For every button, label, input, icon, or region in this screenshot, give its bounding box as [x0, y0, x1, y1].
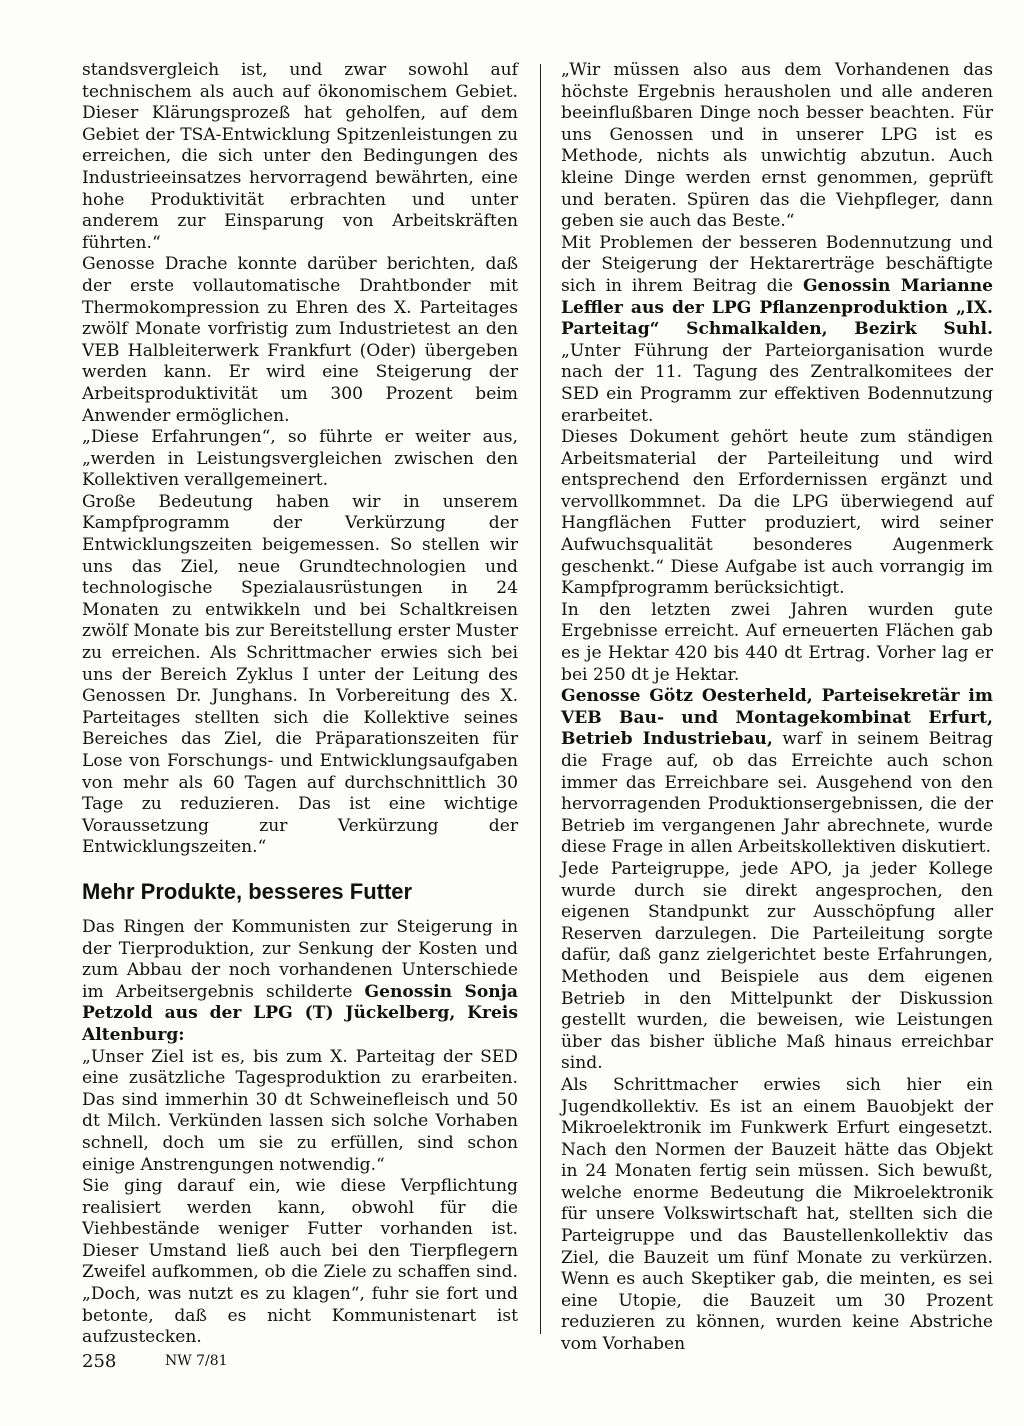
left-column — [82, 60, 518, 1349]
paragraph-text: „Unter Führung der Parteiorganisation wurde nach der 11. Tagung des Zentralkomitees der SED ein Programm zur effektiven Bodennutzung erarbeitet. — [561, 340, 993, 426]
column-divider — [540, 64, 541, 1334]
paragraph: In den letzten zwei Jahren wurden gute Ergebnisse erreicht. Auf erneuerten Flächen gab es je Hektar 420 bis 440 dt Ertrag. Vorher lag er bei 250 dt je Hektar. — [561, 599, 993, 685]
paragraph — [561, 686, 993, 859]
paragraph: standsvergleich ist, und zwar sowohl auf technischem als auch auf ökonomischem Gebiet. Dieser Klärungsprozeß hat geholfen, auf dem Gebiet der TSA-Entwicklung Spitzenleistungen zu erreichen, die sich unter den Bedingungen des Industrieeinsatzes hervorragend bewährten, eine hohe Produktivität erbrachten und unter anderem zur Einsparung von Arbeitskräften führten.“ — [82, 60, 518, 253]
paragraph: Große Bedeutung haben wir in unserem Kampfprogramm der Verkürzung der Entwicklungszeiten beigemessen. So stellen wir uns das Ziel, neue Grundtechnologien und technologische Spezialausrüstungen in 24 Monaten zu entwikkeln und bei Schaltkreisen zwölf Monate bis zur Bereitstellung erster Muster zu erreichen. Als Schrittmacher erwies sich bei uns der Bereich Zyklus I unter der Leitung des Genossen Dr. Junghans. In Vorbereitung des X. Parteitages stellten sich die Kollektive seines Bereiches das Ziel, die Präparationszeiten für Lose von Forschungs- und Entwicklungsaufgaben von mehr als 60 Tagen auf durchschnittlich 30 Tage zu reduzieren. Das ist eine wichtige Voraussetzung zur Verkürzung der Entwicklungszeiten.“ — [82, 491, 518, 858]
speaker-name: Genossin Sonja Petzold aus der LPG (T) Jückelberg, Kreis Altenburg: — [82, 981, 518, 1045]
paragraph: Sie ging darauf ein, wie diese Verpflichtung realisiert werden kann, obwohl für die Viehbestände weniger Futter vorhanden ist. Dieser Umstand ließ auch bei den Tierpflegern Zweifel aufkommen, ob die Ziele zu schaffen sind. „Doch, was nutzt es zu klagen“, fuhr sie fort und betonte, daß es nicht Kommunistenart ist aufzustecken. — [82, 1176, 518, 1348]
paragraph: Jede Parteigruppe, jede APO, ja jeder Kollege wurde durch sie direkt angesprochen, den eigenen Standpunkt zur Ausschöpfung aller Reserven darzulegen. Die Parteileitung sorgte dafür, daß ganz zielgerichtet beste Erfahrungen, Methoden und Beispiele aus dem eigenen Betrieb in den Mittelpunkt der Diskussion gestellt wurden, die beweisen, wie Leistungen über das bisher übliche Maß hinaus erreichbar sind. — [561, 858, 993, 1074]
paragraph: Dieses Dokument gehört heute zum ständigen Arbeitsmaterial der Parteileitung und wird entsprechend den Erfordernissen ergänzt und vervollkommnet. Da die LPG überwiegend auf Hangflächen Futter produziert, wird seiner Aufwuchsqualität besonderes Augenmerk geschenkt.“ Diese Aufgabe ist auch vorrangig im Kampfprogramm berücksichtigt. — [561, 427, 993, 599]
right-column — [561, 60, 993, 1356]
speaker-name: Genossin Marianne Leffler aus der LPG Pflanzenproduktion „IX. Parteitag“ Schmalkalden, Bezirk Suhl. — [561, 275, 993, 340]
paragraph: „Diese Erfahrungen“, so führte er weiter aus, „werden in Leistungsvergleichen zwischen den Kollektiven verallgemeinert. — [82, 427, 518, 491]
issue-label: NW 7/81 — [165, 1353, 228, 1369]
paragraph: „Unser Ziel ist es, bis zum X. Parteitag der SED eine zusätzliche Tagesproduktion zu erarbeiten. Das sind immerhin 30 dt Schweinefleisch und 50 dt Milch. Verkünden lassen sich solche Vorhaben schnell, doch um sie zu erfüllen, sind schon einige Anstrengungen notwendig.“ — [82, 1046, 518, 1175]
paragraph: Als Schrittmacher erwies sich hier ein Jugendkollektiv. Es ist an einem Bauobjekt der Mikroelektronik im Funkwerk Erfurt eingesetzt. Nach den Normen der Bauzeit hätte das Objekt in 24 Monaten fertig sein müssen. Sich bewußt, welche enorme Bedeutung die Mikroelektronik für unsere Volkswirtschaft hat, stellten sich die Parteigruppe und das Baustellenkollektiv das Ziel, die Bauzeit um fünf Monate zu verkürzen. Wenn es auch Skeptiker gab, die meinten, es sei eine Utopie, die Bauzeit um 30 Prozent reduzieren zu können, wurden keine Abstriche vom Vorhaben — [561, 1074, 993, 1355]
page-number: 258 — [82, 1351, 117, 1372]
paragraph-text: Mit Problemen der besseren Bodennutzung und der Steigerung der Hektarerträge beschäftigte sich in ihrem Beitrag die — [561, 232, 993, 296]
section-heading: Mehr Produkte, besseres Futter — [82, 878, 413, 904]
paragraph-text: warf in seinem Beitrag die Frage auf, ob das Erreichte auch schon immer das Erreichbare sei. Ausgehend von den hervorragenden Produktionsergebnissen, die der Betrieb im vergangenen Jahr abrechnete, wurde diese Frage in allen Arbeitskollektiven diskutiert. — [561, 729, 994, 858]
speaker-name: Genosse Götz Oesterheld, Parteisekretär im VEB Bau- und Montagekombinat Erfurt, Betrieb Industriebau, — [561, 686, 993, 750]
paragraph — [561, 233, 993, 427]
paragraph: Genosse Drache konnte darüber berichten, daß der erste vollautomatische Drahtbonder mit Thermokompression zu Ehren des X. Parteitages zwölf Monate vorfristig zum Industrietest an den VEB Halbleiterwerk Frankfurt (Oder) übergeben werden kann. Er wird eine Steigerung der Arbeitsproduktivität um 300 Prozent beim Anwender ermöglichen. — [82, 254, 518, 426]
paragraph: „Wir müssen also aus dem Vorhandenen das höchste Ergebnis herausholen und alle anderen beeinflußbaren Dinge noch besser beachten. Für uns Genossen und in unserer LPG ist es Methode, nichts als unwichtig abzutun. Auch kleine Dinge werden ernst genommen, geprüft und beraten. Spüren das die Viehpfleger, dann geben sie auch das Beste.“ — [561, 60, 993, 232]
paragraph-text: Das Ringen der Kommunisten zur Steigerung in der Tierproduktion, zur Senkung der Kosten und zum Abbau der noch vorhandenen Unterschiede im Arbeitsergebnis schilderte — [82, 916, 518, 1002]
paragraph — [82, 917, 518, 1047]
